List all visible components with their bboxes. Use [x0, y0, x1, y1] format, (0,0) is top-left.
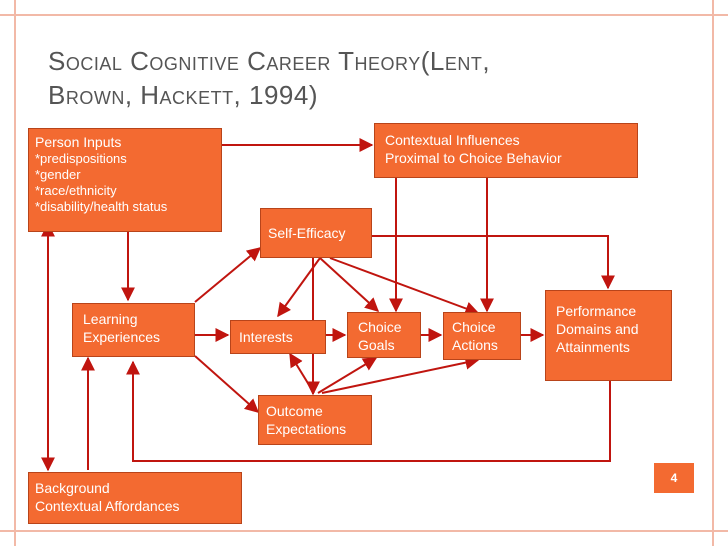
- learning-experiences-line-2: Experiences: [83, 329, 161, 345]
- arrow-learning-to-selfefficacy: [195, 248, 260, 302]
- arrow-selfefficacy-to-performance: [372, 236, 608, 288]
- title-line-1: Social Cognitive Career Theory(Lent,: [48, 46, 491, 76]
- performance-line-2: Domains and: [556, 321, 639, 337]
- choice-actions-line-2: Actions: [452, 337, 498, 353]
- performance-line-1: Performance: [556, 303, 637, 319]
- arrow-outcome-to-interests: [290, 354, 314, 393]
- interests-label: Interests: [239, 329, 293, 345]
- choice-goals-line-2: Goals: [358, 337, 395, 353]
- slide-number-badge: 4: [654, 463, 694, 493]
- choice-goals-line-1: Choice: [358, 319, 402, 335]
- choice-actions-line-1: Choice: [452, 319, 496, 335]
- contextual-influences-line-1: Contextual Influences: [385, 132, 520, 148]
- contextual-influences-box: [374, 123, 638, 178]
- choice-actions-box: [443, 312, 521, 360]
- choice-goals-box: [347, 312, 421, 358]
- learning-experiences-box: [72, 303, 195, 357]
- self-efficacy-label: Self-Efficacy: [268, 225, 346, 241]
- title-line-2: Brown, Hackett, 1994): [48, 80, 319, 110]
- background-line-2: Contextual Affordances: [35, 498, 180, 514]
- person-inputs-item: *predispositions: [35, 151, 127, 166]
- person-inputs-item: *gender: [35, 167, 81, 182]
- person-inputs-heading: Person Inputs: [35, 134, 122, 150]
- contextual-influences-line-2: Proximal to Choice Behavior: [385, 150, 562, 166]
- person-inputs-item: *race/ethnicity: [35, 183, 117, 198]
- person-inputs-item: *disability/health status: [35, 199, 168, 214]
- learning-experiences-line-1: Learning: [83, 311, 138, 327]
- background-line-1: Background: [35, 480, 110, 496]
- performance-box: [545, 290, 672, 381]
- outcome-expectations-line-1: Outcome: [266, 403, 323, 419]
- background-box: [28, 472, 242, 524]
- person-inputs-box: [28, 128, 222, 232]
- arrow-learning-to-outcome: [195, 356, 258, 412]
- outcome-expectations-line-2: Expectations: [266, 421, 347, 437]
- self-efficacy-box: [260, 208, 372, 258]
- arrow-selfefficacy-to-actions: [330, 258, 478, 313]
- outcome-expectations-box: [258, 395, 372, 445]
- performance-line-3: Attainments: [556, 339, 630, 355]
- interests-box: [230, 320, 326, 354]
